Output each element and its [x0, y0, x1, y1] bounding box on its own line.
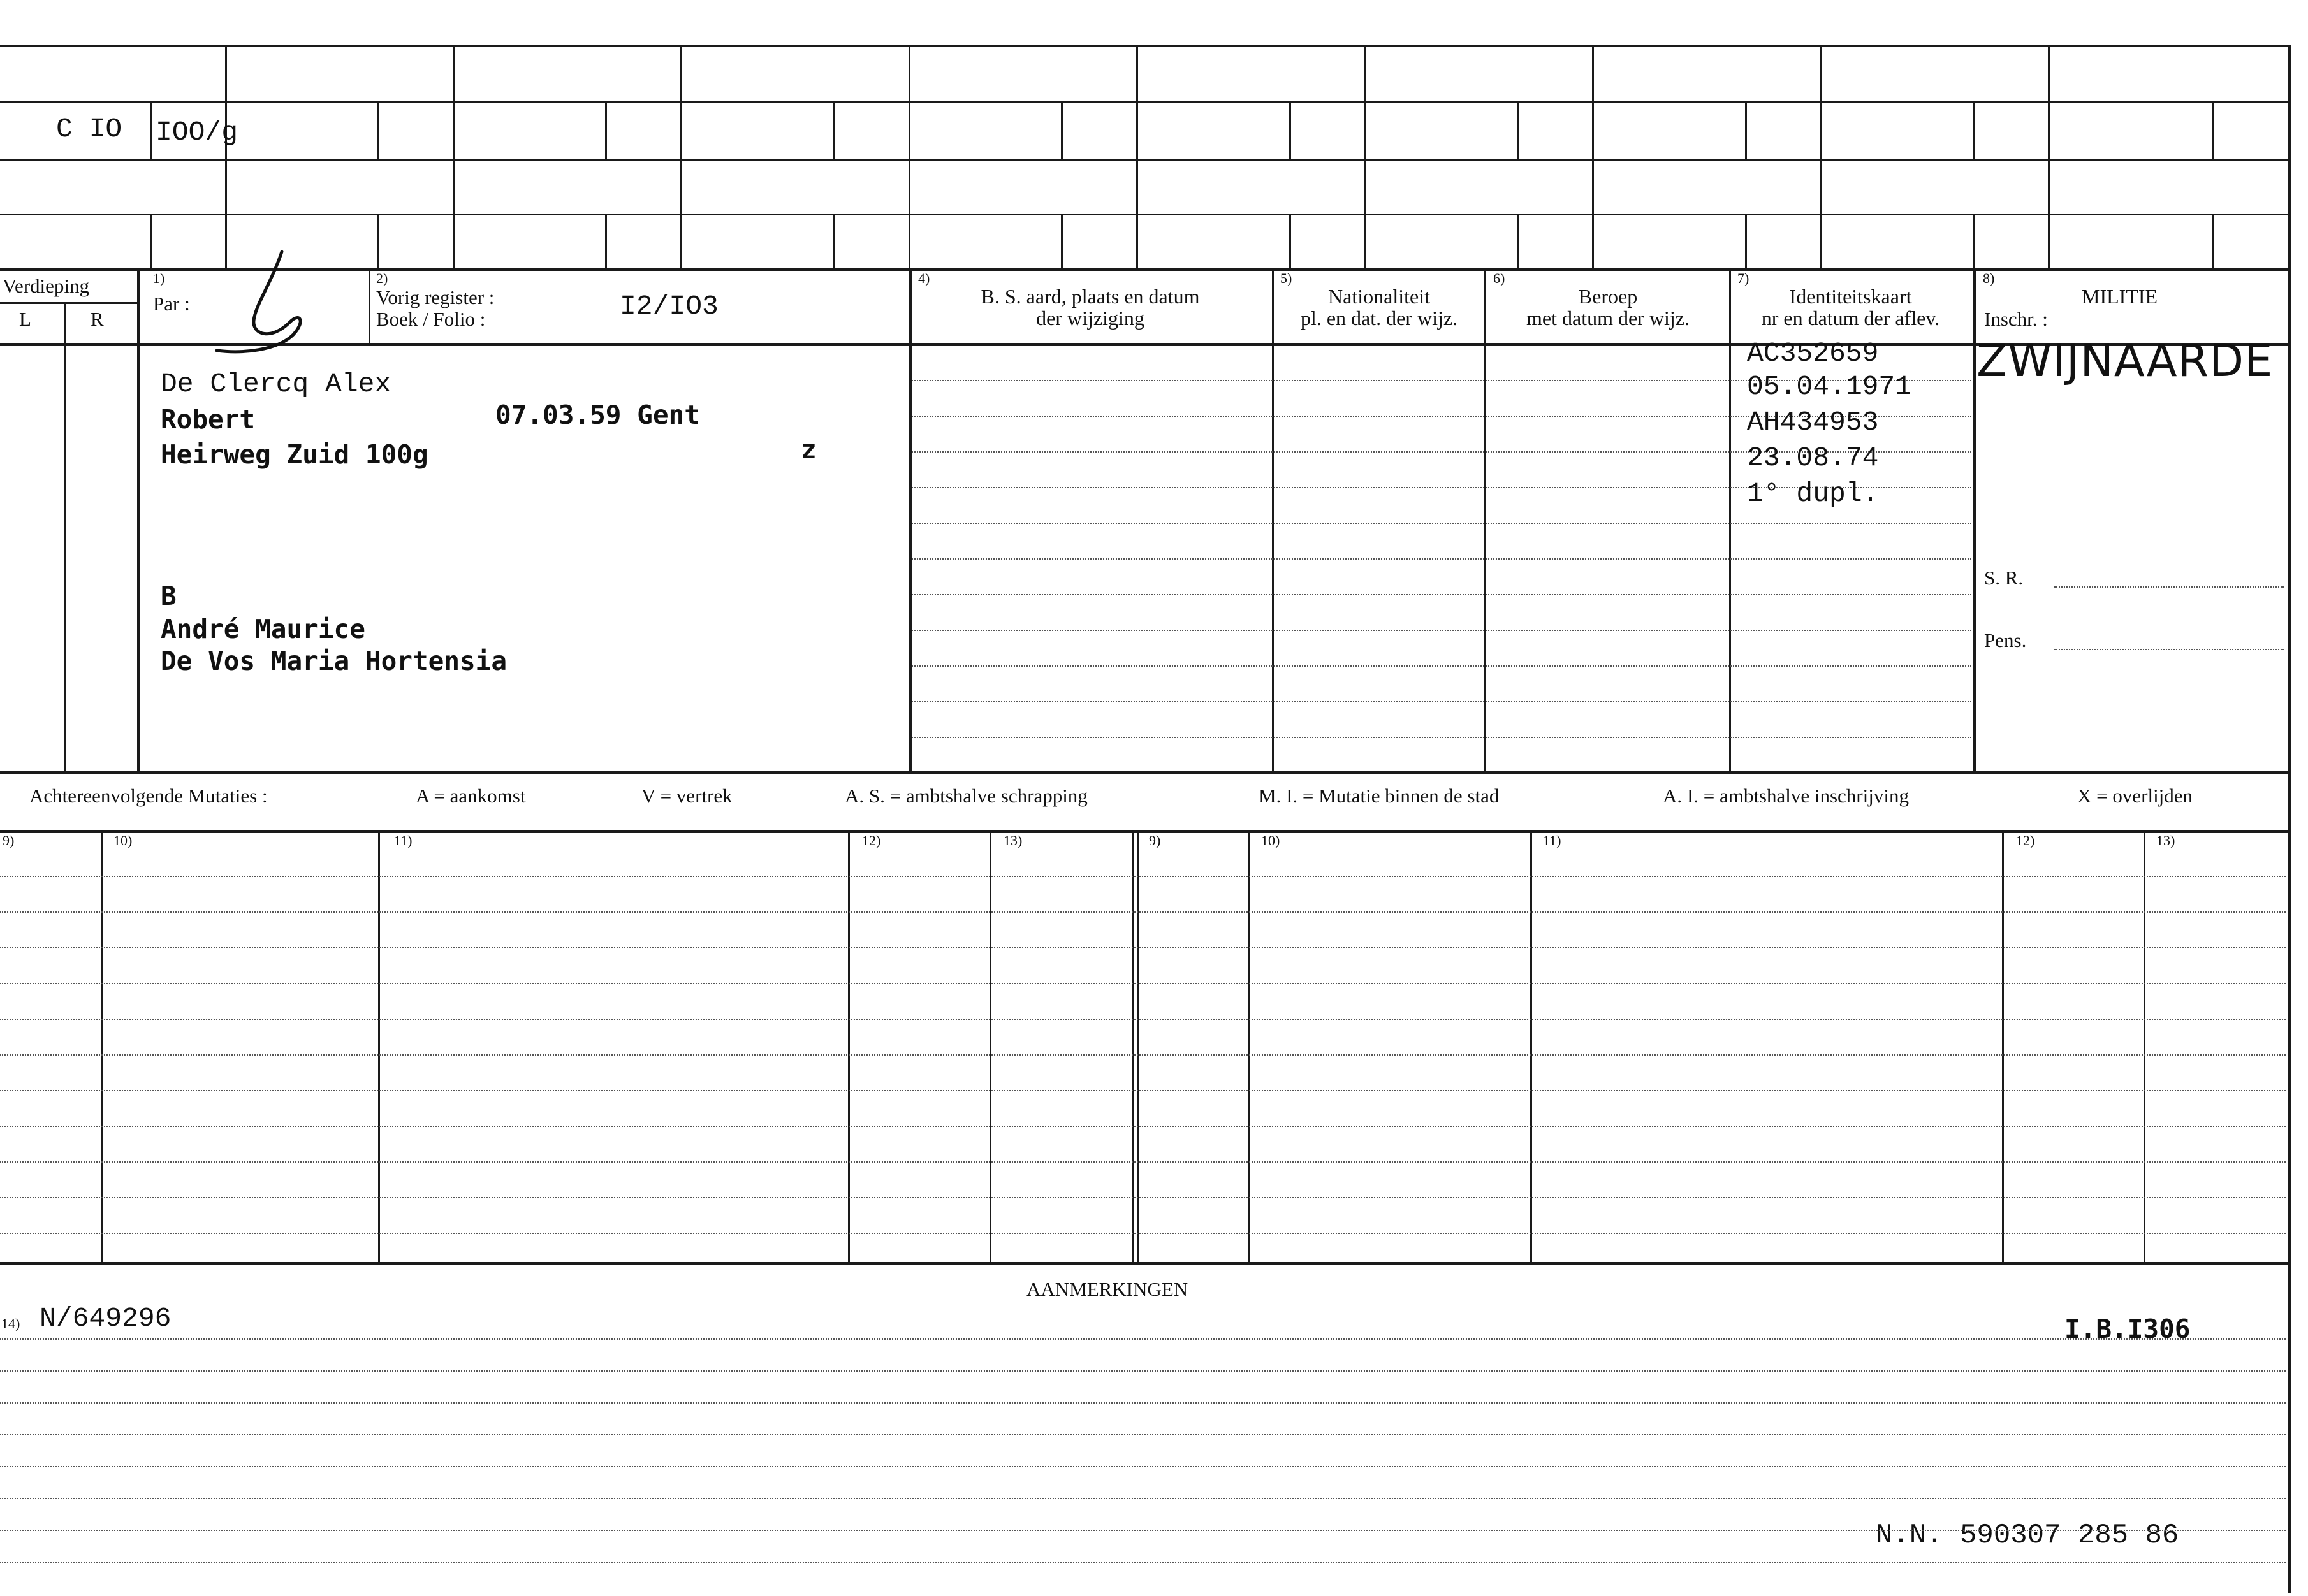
mutation-col-num: 13) — [2156, 832, 2175, 848]
person-mark: z — [801, 434, 817, 465]
rule — [0, 214, 2289, 215]
rule — [833, 101, 835, 159]
militia-title: MILITIE — [2082, 285, 2158, 308]
legend-item: A. S. = ambtshalve schrapping — [845, 785, 1088, 807]
rule — [1061, 214, 1063, 268]
col4-line2: der wijziging — [1036, 307, 1144, 330]
rule — [64, 302, 66, 771]
col1-num: 1) — [153, 270, 165, 286]
id-card-duplicate: 1° dupl. — [1747, 478, 1879, 509]
rule — [912, 630, 1971, 631]
id-card-number-1: AC352659 — [1747, 338, 1879, 369]
rule — [0, 876, 2286, 877]
rule — [1289, 214, 1291, 268]
rule — [453, 45, 455, 268]
rule — [0, 268, 2289, 271]
col6-line1: Beroep — [1578, 285, 1638, 308]
legend-item: M. I. = Mutatie binnen de stad — [1259, 785, 1500, 807]
rule — [0, 1262, 2289, 1265]
mutations-table — [0, 830, 2289, 1262]
col7-header — [1731, 286, 1970, 329]
rule — [0, 1054, 2286, 1056]
rule — [0, 1090, 2286, 1091]
rule — [1973, 214, 1975, 268]
rule — [0, 1466, 2286, 1467]
rule — [0, 45, 2289, 47]
rule — [2288, 45, 2291, 268]
top-grid-address-ref: IOO/g — [156, 117, 238, 148]
floor-right: R — [91, 308, 104, 330]
remarks-title: AANMERKINGEN — [1026, 1278, 1188, 1300]
col6-header — [1487, 286, 1729, 329]
rule — [0, 1530, 2286, 1531]
col4-header — [909, 286, 1272, 329]
person-block — [161, 370, 894, 752]
rule — [0, 101, 2289, 103]
rule — [2048, 45, 2050, 268]
id-card-date-1: 05.04.1971 — [1747, 371, 1912, 402]
rule — [1592, 45, 1594, 268]
rule — [605, 214, 607, 268]
mutation-col-num: 12) — [2016, 832, 2035, 848]
rule — [0, 1338, 2286, 1340]
legend — [0, 785, 2289, 811]
rule — [1289, 101, 1291, 159]
mutation-col-num: 9) — [3, 832, 15, 848]
rule — [2212, 214, 2214, 268]
remarks-num: 14) — [1, 1316, 20, 1331]
rule — [909, 45, 910, 268]
mutation-col-num: 13) — [1004, 832, 1023, 848]
remarks-nn: N.N. 590307 285 86 — [1876, 1520, 2179, 1551]
parent-code: B — [161, 581, 177, 611]
col2-num: 2) — [376, 270, 388, 286]
legend-item: A = aankomst — [416, 785, 526, 807]
rule — [0, 1019, 2286, 1020]
col2-line1: Vorig register : — [376, 286, 495, 308]
floor-title: Verdieping — [3, 275, 90, 297]
mutation-col-num: 10) — [113, 832, 133, 848]
rule — [2054, 649, 2284, 650]
rule — [1745, 214, 1747, 268]
rule — [1745, 101, 1747, 159]
rule — [0, 947, 2286, 948]
rule — [1820, 45, 1822, 268]
rule — [912, 701, 1971, 702]
rule — [0, 1434, 2286, 1435]
top-grid-code: C IO — [56, 113, 122, 145]
col4-line1: B. S. aard, plaats en datum — [981, 285, 1200, 308]
rule — [225, 45, 227, 268]
legend-item: A. I. = ambtshalve inschrijving — [1663, 785, 1909, 807]
rule — [912, 523, 1971, 524]
rule — [680, 45, 682, 268]
rule — [605, 101, 607, 159]
id-card-date-2: 23.08.74 — [1747, 442, 1879, 474]
rule — [150, 101, 152, 159]
militia-stamp: ZWIJNAARDE — [1976, 335, 2274, 387]
remarks-code: I.B.I306 — [2064, 1314, 2191, 1344]
col8-num: 8) — [1983, 270, 1995, 286]
rule — [0, 1161, 2286, 1163]
handwritten-mark-icon — [210, 245, 338, 360]
col5-line1: Nationaliteit — [1328, 285, 1430, 308]
col2-line2: Boek / Folio : — [376, 308, 486, 330]
id-card-block — [1747, 339, 1970, 509]
rule — [0, 1562, 2286, 1563]
rule — [1517, 214, 1519, 268]
mutation-col-num: 12) — [862, 832, 881, 848]
rule — [377, 101, 379, 159]
person-birth: 07.03.59 Gent — [495, 400, 700, 430]
col5-num: 5) — [1280, 270, 1292, 286]
rule — [0, 159, 2289, 161]
militia-sub: Inschr. : — [1984, 308, 2048, 330]
rule — [137, 268, 140, 771]
rule — [2212, 101, 2214, 159]
rule — [1136, 45, 1138, 268]
militia-sr-label: S. R. — [1984, 567, 2024, 589]
top-grid — [0, 0, 2308, 268]
col7-line1: Identiteitskaart — [1789, 285, 1912, 308]
mother-name: De Vos Maria Hortensia — [161, 646, 508, 676]
rule — [369, 268, 370, 343]
col5-header — [1274, 286, 1484, 329]
rule — [1517, 101, 1519, 159]
rule — [0, 771, 2289, 774]
rule — [0, 1498, 2286, 1499]
mutation-col-num: 10) — [1261, 832, 1280, 848]
remarks-ref: N/649296 — [40, 1303, 172, 1334]
rule — [150, 214, 152, 268]
previous-register-value: I2/IO3 — [620, 291, 719, 322]
mutation-col-num: 11) — [394, 832, 413, 848]
rule — [1061, 101, 1063, 159]
rule — [2054, 586, 2284, 588]
col1-label: Par : — [153, 293, 190, 315]
rule — [0, 1197, 2286, 1198]
militia-pens-label: Pens. — [1984, 629, 2027, 651]
id-card-number-2: AH434953 — [1747, 407, 1879, 438]
rule — [912, 594, 1971, 595]
col5-line2: pl. en dat. der wijz. — [1300, 307, 1458, 330]
col7-line2: nr en datum der aflev. — [1761, 307, 1940, 330]
rule — [0, 1126, 2286, 1127]
mutation-col-num: 9) — [1149, 832, 1161, 848]
rule — [912, 558, 1971, 560]
rule — [912, 665, 1971, 667]
floor-left: L — [19, 308, 31, 330]
col6-line2: met datum der wijz. — [1526, 307, 1690, 330]
rule — [0, 1402, 2286, 1404]
legend-title: Achtereenvolgende Mutaties : — [29, 785, 268, 807]
rule — [1364, 45, 1366, 268]
legend-item: X = overlijden — [2077, 785, 2193, 807]
col4-num: 4) — [918, 270, 930, 286]
legend-item: V = vertrek — [641, 785, 733, 807]
father-name: André Maurice — [161, 614, 365, 644]
rule — [0, 911, 2286, 913]
rule — [833, 214, 835, 268]
rule — [0, 1370, 2286, 1372]
col6-num: 6) — [1493, 270, 1505, 286]
col7-num: 7) — [1737, 270, 1749, 286]
rule — [0, 1233, 2286, 1234]
rule — [1973, 101, 1975, 159]
person-name-line2: Robert — [161, 404, 256, 435]
remarks-area — [0, 1300, 2289, 1596]
rule — [0, 302, 137, 304]
rule — [912, 737, 1971, 738]
person-name-line1: De Clercq Alex — [161, 368, 391, 400]
rule — [377, 214, 379, 268]
rule — [0, 983, 2286, 984]
person-address: Heirweg Zuid 100g — [161, 439, 428, 470]
mutation-col-num: 11) — [1543, 832, 1561, 848]
